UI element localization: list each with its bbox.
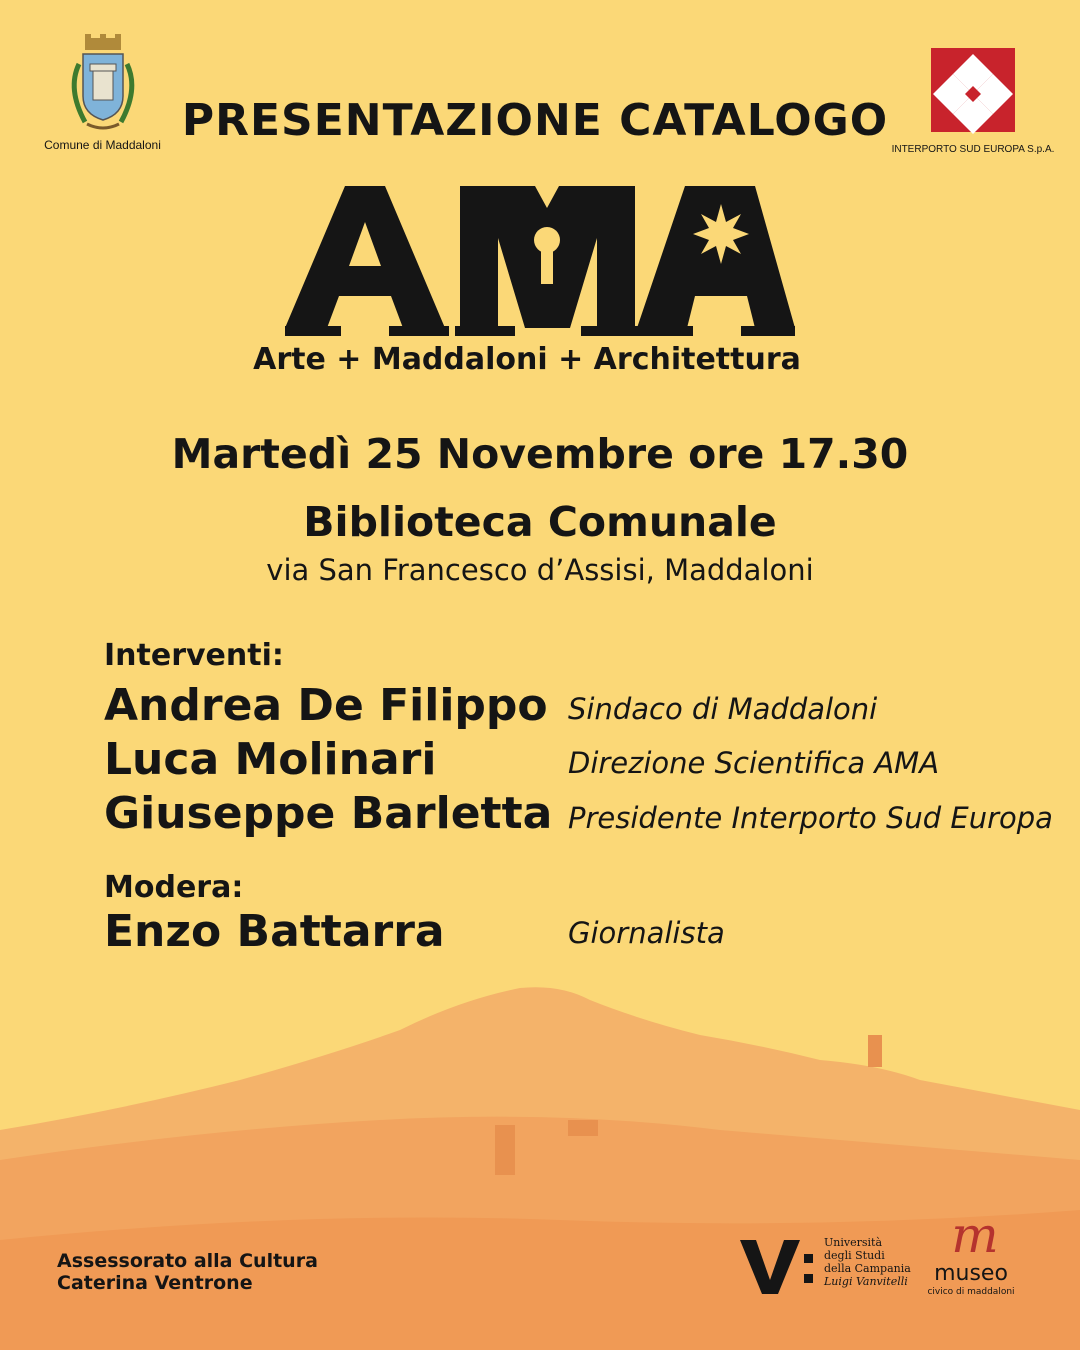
speaker-role: Direzione Scientifica AMA — [568, 746, 940, 780]
moderator-label: Modera: — [104, 870, 244, 905]
museo-subtitle: civico di maddaloni — [927, 1287, 1015, 1297]
speaker-role: Sindaco di Maddaloni — [568, 692, 878, 726]
interporto-label: INTERPORTO SUD EUROPA S.p.A. — [891, 144, 1055, 155]
ama-wordmark-logo — [285, 178, 795, 336]
event-address: via San Francesco d’Assisi, Maddaloni — [266, 553, 814, 587]
speaker-name: Andrea De Filippo — [104, 680, 548, 731]
moderator-name: Enzo Battarra — [104, 906, 445, 957]
speaker-name: Luca Molinari — [104, 734, 437, 785]
credit-line: Assessorato alla Cultura — [57, 1250, 318, 1272]
event-venue: Biblioteca Comunale — [303, 498, 777, 546]
museo-wordmark: museo — [934, 1261, 1008, 1286]
interventions-label: Interventi: — [104, 638, 284, 673]
ama-subtitle: Arte + Maddaloni + Architettura — [253, 342, 801, 377]
speaker-name: Giuseppe Barletta — [104, 788, 553, 839]
credit-line: Caterina Ventrone — [57, 1272, 253, 1294]
speaker-role: Presidente Interporto Sud Europa — [568, 801, 1053, 835]
university-name: Università degli Studi della Campania Luigi Vanvitelli — [824, 1236, 911, 1288]
comune-label: Comune di Maddaloni — [44, 138, 161, 152]
moderator-role: Giornalista — [568, 916, 725, 950]
page-title: PRESENTAZIONE CATALOGO — [181, 95, 889, 146]
svg-text:m: m — [951, 1208, 999, 1264]
museo-logo-icon — [925, 1208, 1025, 1303]
credit-block — [57, 1250, 318, 1294]
event-date-time: Martedì 25 Novembre ore 17.30 — [171, 430, 909, 478]
